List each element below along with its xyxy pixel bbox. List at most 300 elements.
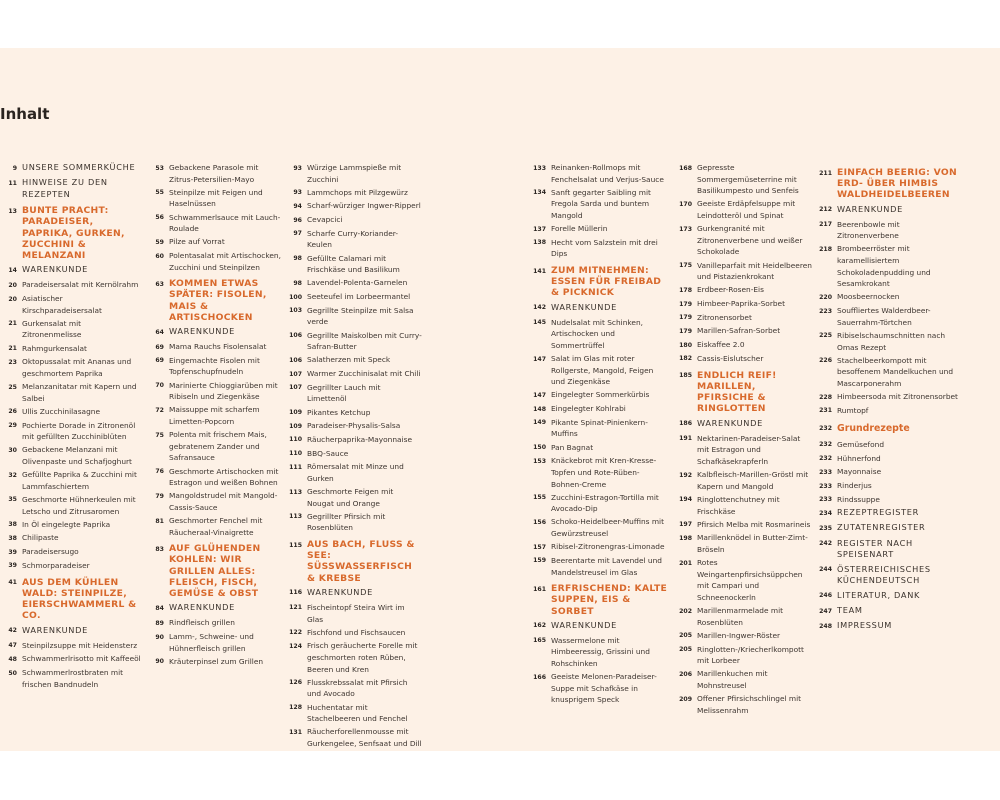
toc-section-heading <box>284 587 422 599</box>
toc-page-number: 134 <box>533 189 546 197</box>
toc-entry <box>4 519 142 531</box>
toc-entry <box>284 187 422 199</box>
toc-entry <box>148 341 282 353</box>
toc-section-heading <box>814 590 962 602</box>
toc-entry <box>284 253 422 276</box>
toc-page-number: 173 <box>679 225 692 233</box>
toc-section-heading <box>528 302 668 314</box>
toc-page-number: 147 <box>533 391 546 399</box>
toc-entry <box>674 162 814 197</box>
toc-entry-title: Melanzanitatar mit Kapern und Salbei <box>22 382 137 403</box>
toc-page-number: 191 <box>679 435 692 443</box>
toc-entry <box>284 486 422 509</box>
toc-entry <box>284 368 422 380</box>
toc-page-number: 232 <box>819 455 832 463</box>
toc-entry-title: Scharfe Curry-Koriander-Keulen <box>307 228 398 250</box>
toc-entry-title: Asiatischer Kirschparadeisersalat <box>22 294 102 315</box>
toc-entry <box>814 355 962 390</box>
toc-entry <box>4 318 142 341</box>
toc-page-number: 55 <box>155 189 164 197</box>
toc-page-number: 42 <box>8 627 17 635</box>
toc-entry-title: Gefüllte Calamari mit Frischkäse und Basilikum <box>307 253 400 275</box>
toc-entry <box>528 555 668 578</box>
toc-page-number: 175 <box>679 262 692 270</box>
toc-page-number: 98 <box>293 279 302 287</box>
toc-entry <box>284 305 422 328</box>
toc-page-number: 186 <box>679 420 692 428</box>
toc-page-number: 149 <box>533 419 546 427</box>
toc-page-number: 233 <box>819 468 832 476</box>
toc-entry-title: Zitronensorbet <box>697 312 752 322</box>
toc-page-number: 162 <box>533 622 546 630</box>
toc-entry-title: Knäckebrot mit Kren-Kresse-Topfen und Rote-Rüben-Bohnen-Creme <box>551 456 657 489</box>
toc-entry <box>284 511 422 534</box>
toc-entry-title: KOMMEN ETWAS SPÄTER: FISOLEN, MAIS & ARTISCHOCKEN <box>169 278 267 323</box>
toc-entry <box>674 198 814 221</box>
toc-section-heading <box>814 620 962 632</box>
toc-entry <box>148 466 282 489</box>
toc-page-number: 150 <box>533 444 546 452</box>
toc-section-heading <box>4 625 142 637</box>
toc-page-number: 103 <box>289 307 302 315</box>
toc-entry-title: Schmorparadeiser <box>22 560 90 570</box>
toc-entry-title: Huchentatar mit Stachelbeeren und Fenchel <box>307 702 408 724</box>
toc-entry-title: WARENKUNDE <box>697 417 763 428</box>
toc-entry <box>4 356 142 379</box>
toc-page-number: 113 <box>289 513 302 521</box>
toc-chapter-heading <box>148 278 282 323</box>
toc-page-number: 29 <box>8 422 17 430</box>
toc-entry-title: Marinierte Chioggiarüben mit Ribiseln und Ziegenkäse <box>169 380 278 402</box>
toc-entry-title: Steinpilzsuppe mit Heidensterz <box>22 640 138 650</box>
toc-page-number: 124 <box>289 642 302 650</box>
toc-entry <box>284 291 422 303</box>
toc-chapter-heading <box>148 543 282 599</box>
toc-entry-title: Himbeersoda mit Zitronensorbet <box>837 392 958 402</box>
toc-entry <box>148 187 282 210</box>
toc-entry <box>814 330 962 353</box>
toc-page-number: 38 <box>8 534 17 542</box>
toc-page-number: 41 <box>8 579 17 587</box>
toc-page-number: 38 <box>8 521 17 529</box>
toc-page-number: 21 <box>8 345 17 353</box>
toc-page-number: 166 <box>533 673 546 681</box>
toc-entry-title: Marillenkuchen mit Mohnstreusel <box>697 669 768 690</box>
toc-page-number: 21 <box>8 320 17 328</box>
toc-entry <box>4 420 142 443</box>
toc-entry-title: Gefüllte Paprika & Zucchini mit Lammfaschiertem <box>22 470 137 491</box>
toc-chapter-heading <box>528 583 668 617</box>
toc-entry-title: Geschmorte Feigen mit Nougat und Orange <box>307 487 394 508</box>
toc-entry-title: Ribisel-Zitronengras-Limonade <box>551 542 665 552</box>
toc-page-number: 168 <box>679 164 692 172</box>
book-page <box>0 48 1000 751</box>
toc-entry-title: Räucherpaprika-Mayonnaise <box>307 434 413 444</box>
toc-page-number: 75 <box>155 431 164 439</box>
toc-entry-title: Vanilleparfait mit Heidelbeeren und Pistazienkrokant <box>697 260 812 282</box>
toc-entry-title: Schoko-Heidelbeer-Muffins mit Gewürzstreusel <box>551 517 665 539</box>
toc-entry <box>284 640 422 675</box>
toc-entry <box>674 668 814 691</box>
toc-page-number: 113 <box>289 488 302 496</box>
toc-page-number: 83 <box>155 545 164 553</box>
toc-entry <box>284 677 422 700</box>
toc-page-number: 206 <box>679 670 692 678</box>
toc-page-number: 39 <box>8 562 17 570</box>
toc-entry <box>4 653 142 665</box>
toc-page-number: 107 <box>289 384 302 392</box>
toc-entry-title: Pikantes Ketchup <box>307 407 371 417</box>
toc-entry-title: WARENKUNDE <box>307 586 373 597</box>
toc-page-number: 20 <box>8 295 17 303</box>
toc-entry <box>284 162 422 185</box>
toc-page-number: 26 <box>8 408 17 416</box>
toc-entry-title: Schwammerlsauce mit Lauch-Roulade <box>169 212 281 234</box>
toc-page-number: 98 <box>293 255 302 263</box>
toc-chapter-heading <box>4 205 142 261</box>
toc-page-number: 121 <box>289 604 302 612</box>
toc-page-number: 178 <box>679 286 692 294</box>
toc-page-number: 70 <box>155 382 164 390</box>
toc-section-heading <box>4 162 142 174</box>
toc-page-number: 232 <box>819 441 832 449</box>
toc-page-number: 159 <box>533 557 546 565</box>
toc-entry-title: Erdbeer-Rosen-Eis <box>697 285 764 295</box>
toc-entry-title: LITERATUR, DANK <box>837 589 921 600</box>
toc-entry-title: Zucchini-Estragon-Tortilla mit Avocado-Dip <box>551 492 659 514</box>
toc-entry-title: Souffliertes Walderdbeer-Sauerrahm-Törtchen <box>837 306 931 327</box>
toc-page-number: 109 <box>289 422 302 430</box>
toc-entry-title: Geschmorte Artischocken mit Estragon und weißen Bohnen <box>169 466 279 488</box>
toc-entry-title: Fischfond und Fischsaucen <box>307 627 406 637</box>
toc-entry-title: Hecht vom Salzstein mit drei Dips <box>551 237 658 259</box>
toc-entry-title: In Öl eingelegte Paprika <box>22 519 111 529</box>
toc-entry-title: Cassis-Eislutscher <box>697 353 764 363</box>
toc-page-number: 20 <box>8 281 17 289</box>
page-title: Inhalt <box>0 105 50 123</box>
toc-page-number: 126 <box>289 679 302 687</box>
toc-entry-title: Brombeerröster mit karamellisiertem Schokoladenpudding und Sesamkrokant <box>837 244 931 289</box>
toc-entry-title: Scharf-würziger Ingwer-Ripperl <box>307 201 421 211</box>
toc-page-number: 231 <box>819 407 832 415</box>
toc-entry <box>284 277 422 289</box>
toc-page-number: 116 <box>289 589 302 597</box>
toc-entry <box>4 546 142 558</box>
toc-entry-title: WARENKUNDE <box>22 624 88 635</box>
toc-entry <box>148 162 282 185</box>
toc-section-heading <box>814 605 962 617</box>
toc-page-number: 233 <box>819 496 832 504</box>
toc-page-number: 197 <box>679 521 692 529</box>
toc-entry-title: Gepresste Sommergemüseterrine mit Basilikumpesto und Senfeis <box>697 163 799 196</box>
toc-entry-title: EINFACH BEERIG: VON ERD- ÜBER HIMBIS WALDHEIDELBEEREN <box>837 167 957 201</box>
toc-page-number: 138 <box>533 239 546 247</box>
toc-entry <box>528 635 668 670</box>
toc-page-number: 32 <box>8 471 17 479</box>
toc-entry <box>284 382 422 405</box>
toc-page-number: 81 <box>155 517 164 525</box>
toc-entry <box>814 453 962 465</box>
toc-page-number: 246 <box>819 592 832 600</box>
toc-page-number: 90 <box>155 633 164 641</box>
toc-entry-title: Grundrezepte <box>837 422 910 434</box>
toc-page-number: 106 <box>289 332 302 340</box>
toc-page-number: 235 <box>819 524 832 532</box>
toc-entry-title: Räucherforellenmousse mit Gurkengelee, Senfsaat und Dill <box>307 727 422 748</box>
toc-entry <box>528 417 668 440</box>
toc-entry-title: Forelle Müllerin <box>551 224 608 234</box>
toc-entry <box>674 284 814 296</box>
toc-entry-title: Rahmgurkensalat <box>22 343 87 353</box>
toc-entry <box>284 726 422 749</box>
toc-section-heading <box>814 564 962 587</box>
toc-entry <box>814 243 962 289</box>
toc-page-number: 50 <box>8 669 17 677</box>
toc-entry <box>4 640 142 652</box>
toc-page-number: 93 <box>293 164 302 172</box>
toc-page-number: 97 <box>293 230 302 238</box>
toc-page-number: 156 <box>533 518 546 526</box>
toc-entry <box>148 380 282 403</box>
toc-entry-title: Geschmorte Hühnerkeulen mit Letscho und Zitrusaromen <box>22 494 136 516</box>
toc-section-heading <box>814 507 962 519</box>
toc-entry-title: Rinderjus <box>837 481 872 491</box>
toc-entry <box>148 355 282 378</box>
toc-page-number: 217 <box>819 221 832 229</box>
toc-entry-title: Eingemachte Fisolen mit Topfenschupfnudeln <box>169 355 260 377</box>
toc-entry-title: Beerentarte mit Lavendel und Mandelstreusel im Glas <box>551 555 662 577</box>
toc-entry-title: Sanft gegarter Saibling mit Fregola Sarda und buntem Mangold <box>551 187 651 220</box>
toc-entry <box>148 656 282 668</box>
toc-entry-title: Gegrillter Pfirsich mit Rosenblüten <box>307 511 386 533</box>
toc-entry <box>284 330 422 353</box>
toc-entry <box>148 631 282 654</box>
toc-page-number: 205 <box>679 632 692 640</box>
toc-entry-title: Gegrillter Lauch mit Limettenöl <box>307 382 381 404</box>
toc-entry <box>148 617 282 629</box>
toc-entry-title: Lavendel-Polenta-Garnelen <box>307 278 408 288</box>
toc-column-5 <box>674 162 814 718</box>
toc-page-number: 161 <box>533 585 546 593</box>
toc-entry <box>284 354 422 366</box>
toc-entry-title: Pilze auf Vorrat <box>169 237 225 247</box>
toc-entry <box>4 279 142 291</box>
toc-page-number: 137 <box>533 225 546 233</box>
toc-entry-title: Würzige Lammspieße mit Zucchini <box>307 163 402 184</box>
toc-entry <box>284 602 422 625</box>
toc-entry <box>674 325 814 337</box>
toc-page-number: 48 <box>8 655 17 663</box>
toc-page-number: 223 <box>819 307 832 315</box>
toc-entry <box>4 343 142 355</box>
toc-entry-title: REZEPTREGISTER <box>837 507 920 518</box>
toc-page-number: 155 <box>533 494 546 502</box>
toc-entry <box>4 293 142 316</box>
toc-entry <box>528 671 668 706</box>
toc-page-number: 232 <box>819 425 832 433</box>
toc-entry-title: HINWEISE ZU DEN REZEPTEN <box>22 177 108 199</box>
toc-entry <box>148 250 282 273</box>
toc-section-heading <box>148 602 282 614</box>
toc-entry-title: ZUM MITNEHMEN: ESSEN FÜR FREIBAD & PICKNICK <box>551 265 662 299</box>
toc-page-number: 11 <box>8 179 17 187</box>
toc-entry <box>284 420 422 432</box>
toc-entry <box>674 644 814 667</box>
toc-page-number: 60 <box>155 252 164 260</box>
toc-page-number: 185 <box>679 372 692 380</box>
toc-page-number: 25 <box>8 383 17 391</box>
toc-entry-title: Gegrillte Steinpilze mit Salsa verde <box>307 305 414 327</box>
toc-chapter-heading <box>674 370 814 415</box>
toc-page-number: 234 <box>819 509 832 517</box>
toc-entry-title: Eingelegter Sommerkürbis <box>551 390 650 400</box>
toc-entry-title: Ringlottenchutney mit Frischkäse <box>697 494 780 516</box>
toc-chapter-heading <box>4 577 142 622</box>
toc-page-number: 79 <box>155 492 164 500</box>
toc-entry <box>528 317 668 352</box>
toc-entry <box>284 702 422 725</box>
toc-page-number: 248 <box>819 622 832 630</box>
toc-section-heading <box>4 177 142 200</box>
toc-page-number: 147 <box>533 355 546 363</box>
toc-entry <box>674 260 814 283</box>
toc-entry <box>674 223 814 258</box>
toc-entry <box>674 532 814 555</box>
toc-entry-title: WARENKUNDE <box>22 264 88 275</box>
toc-entry <box>528 237 668 260</box>
toc-subsection-heading <box>814 423 962 435</box>
toc-entry <box>674 339 814 351</box>
toc-entry <box>528 492 668 515</box>
toc-entry <box>148 404 282 427</box>
toc-entry <box>284 214 422 226</box>
toc-entry <box>674 494 814 517</box>
toc-entry-title: Offener Pfirsichschlingel mit Melissenrahm <box>697 694 802 715</box>
toc-entry-title: Chilipaste <box>22 533 59 543</box>
toc-entry <box>528 442 668 454</box>
toc-entry-title: Ringlotten-/Kriecherlkompott mit Lorbeer <box>697 644 804 666</box>
toc-entry-title: WARENKUNDE <box>169 602 235 613</box>
toc-page-number: 145 <box>533 319 546 327</box>
toc-page-number: 109 <box>289 409 302 416</box>
toc-entry <box>148 236 282 248</box>
toc-page-number: 157 <box>533 543 546 551</box>
toc-entry <box>4 532 142 544</box>
toc-entry-title: Römersalat mit Minze und Gurken <box>307 462 404 483</box>
toc-entry <box>674 519 814 531</box>
toc-chapter-heading <box>814 167 962 201</box>
toc-page-number: 141 <box>533 267 546 275</box>
toc-entry-title: WARENKUNDE <box>551 301 617 312</box>
toc-entry <box>674 469 814 492</box>
toc-page-number: 56 <box>155 214 164 222</box>
toc-page-number: 194 <box>679 496 692 504</box>
toc-page-number: 106 <box>289 356 302 364</box>
toc-chapter-heading <box>284 539 422 584</box>
toc-page-number: 226 <box>819 357 832 365</box>
toc-entry <box>528 455 668 490</box>
toc-entry-title: Paradeisersalat mit Kernölrahm <box>22 280 139 290</box>
toc-entry <box>148 429 282 464</box>
toc-entry <box>284 448 422 460</box>
toc-page-number: 228 <box>819 393 832 401</box>
toc-entry-title: Paradeiser-Physalis-Salsa <box>307 421 401 431</box>
toc-page-number: 220 <box>819 293 832 301</box>
toc-column-1 <box>4 162 142 692</box>
toc-section-heading <box>528 620 668 632</box>
toc-entry-title: Mayonnaise <box>837 467 882 477</box>
toc-entry-title: Rindfleisch grillen <box>169 618 235 628</box>
toc-page-number: 153 <box>533 457 546 465</box>
toc-entry <box>284 228 422 251</box>
toc-page-number: 59 <box>155 238 164 246</box>
toc-entry-title: Pochierte Dorade in Zitronenöl mit gefüllten Zucchiniblüten <box>22 420 136 442</box>
toc-entry <box>674 298 814 310</box>
toc-entry-title: Moosbeernocken <box>837 292 900 302</box>
toc-page-number: 76 <box>155 468 164 476</box>
toc-page-number: 93 <box>293 189 302 197</box>
toc-page-number: 122 <box>289 629 302 637</box>
toc-entry <box>674 630 814 642</box>
toc-entry-title: Gebackene Melanzani mit Olivenpaste und Schafjoghurt <box>22 445 132 466</box>
toc-entry-title: IMPRESSUM <box>837 620 893 631</box>
toc-entry-title: Pfirsich Melba mit Rosmarineis <box>697 519 811 529</box>
toc-entry-title: Rindssuppe <box>837 494 880 504</box>
toc-entry <box>4 406 142 418</box>
toc-entry-title: Himbeer-Paprika-Sorbet <box>697 299 785 308</box>
toc-entry <box>4 444 142 467</box>
toc-entry-title: ENDLICH REIF! MARILLEN, PFIRSICHE & RINGLOTTEN <box>697 369 777 415</box>
toc-entry-title: Maissuppe mit scharfem Limetten-Popcorn <box>169 405 260 426</box>
toc-entry-title: Warmer Zucchinisalat mit Chili <box>307 369 421 379</box>
toc-entry <box>528 223 668 235</box>
toc-entry-title: Kalbfleisch-Marillen-Gröstl mit Kapern und Mangold <box>697 470 809 491</box>
toc-entry <box>674 693 814 716</box>
toc-entry-title: Nudelsalat mit Schinken, Artischocken und Sommertrüffel <box>551 317 643 350</box>
toc-page-number: 198 <box>679 534 692 542</box>
toc-page-number: 84 <box>155 604 164 612</box>
toc-page-number: 244 <box>819 566 832 574</box>
toc-page-number: 148 <box>533 405 546 413</box>
toc-entry <box>4 381 142 404</box>
toc-entry-title: REGISTER NACH SPEISENART <box>837 537 913 560</box>
toc-entry-title: Gemüsefond <box>837 439 885 449</box>
toc-entry <box>4 667 142 690</box>
toc-section-heading <box>148 326 282 338</box>
toc-section-heading <box>4 264 142 276</box>
toc-entry-title: AUS DEM KÜHLEN WALD: STEINPILZE, EIERSCHWAMMERL & CO. <box>22 576 137 622</box>
toc-page-number: 225 <box>819 332 832 340</box>
toc-entry-title: Steinpilze mit Feigen und Haselnüssen <box>169 187 263 209</box>
toc-entry <box>528 541 668 553</box>
toc-entry-title: Kräuterpinsel zum Grillen <box>169 656 264 666</box>
toc-entry-title: AUS BACH, FLUSS & SEE: SÜSSWASSERFISCH & KREBSE <box>307 539 415 584</box>
toc-page-number: 63 <box>155 280 164 288</box>
toc-entry <box>814 305 962 328</box>
toc-entry <box>528 516 668 539</box>
toc-page-number: 107 <box>289 370 302 378</box>
toc-entry-title: Mama Rauchs Fisolensalat <box>169 342 267 352</box>
toc-page-number: 201 <box>679 559 692 567</box>
toc-page-number: 180 <box>679 341 692 349</box>
toc-page-number: 170 <box>679 200 692 208</box>
toc-entry-title: Paradeisersugo <box>22 547 79 557</box>
toc-page-number: 90 <box>155 658 164 666</box>
toc-entry-title: Pan Bagnat <box>551 442 594 452</box>
toc-entry-title: Flusskrebssalat mit Pfirsich und Avocado <box>307 677 408 699</box>
toc-entry-title: UNSERE SOMMERKÜCHE <box>22 162 136 172</box>
toc-page-number: 233 <box>819 482 832 490</box>
